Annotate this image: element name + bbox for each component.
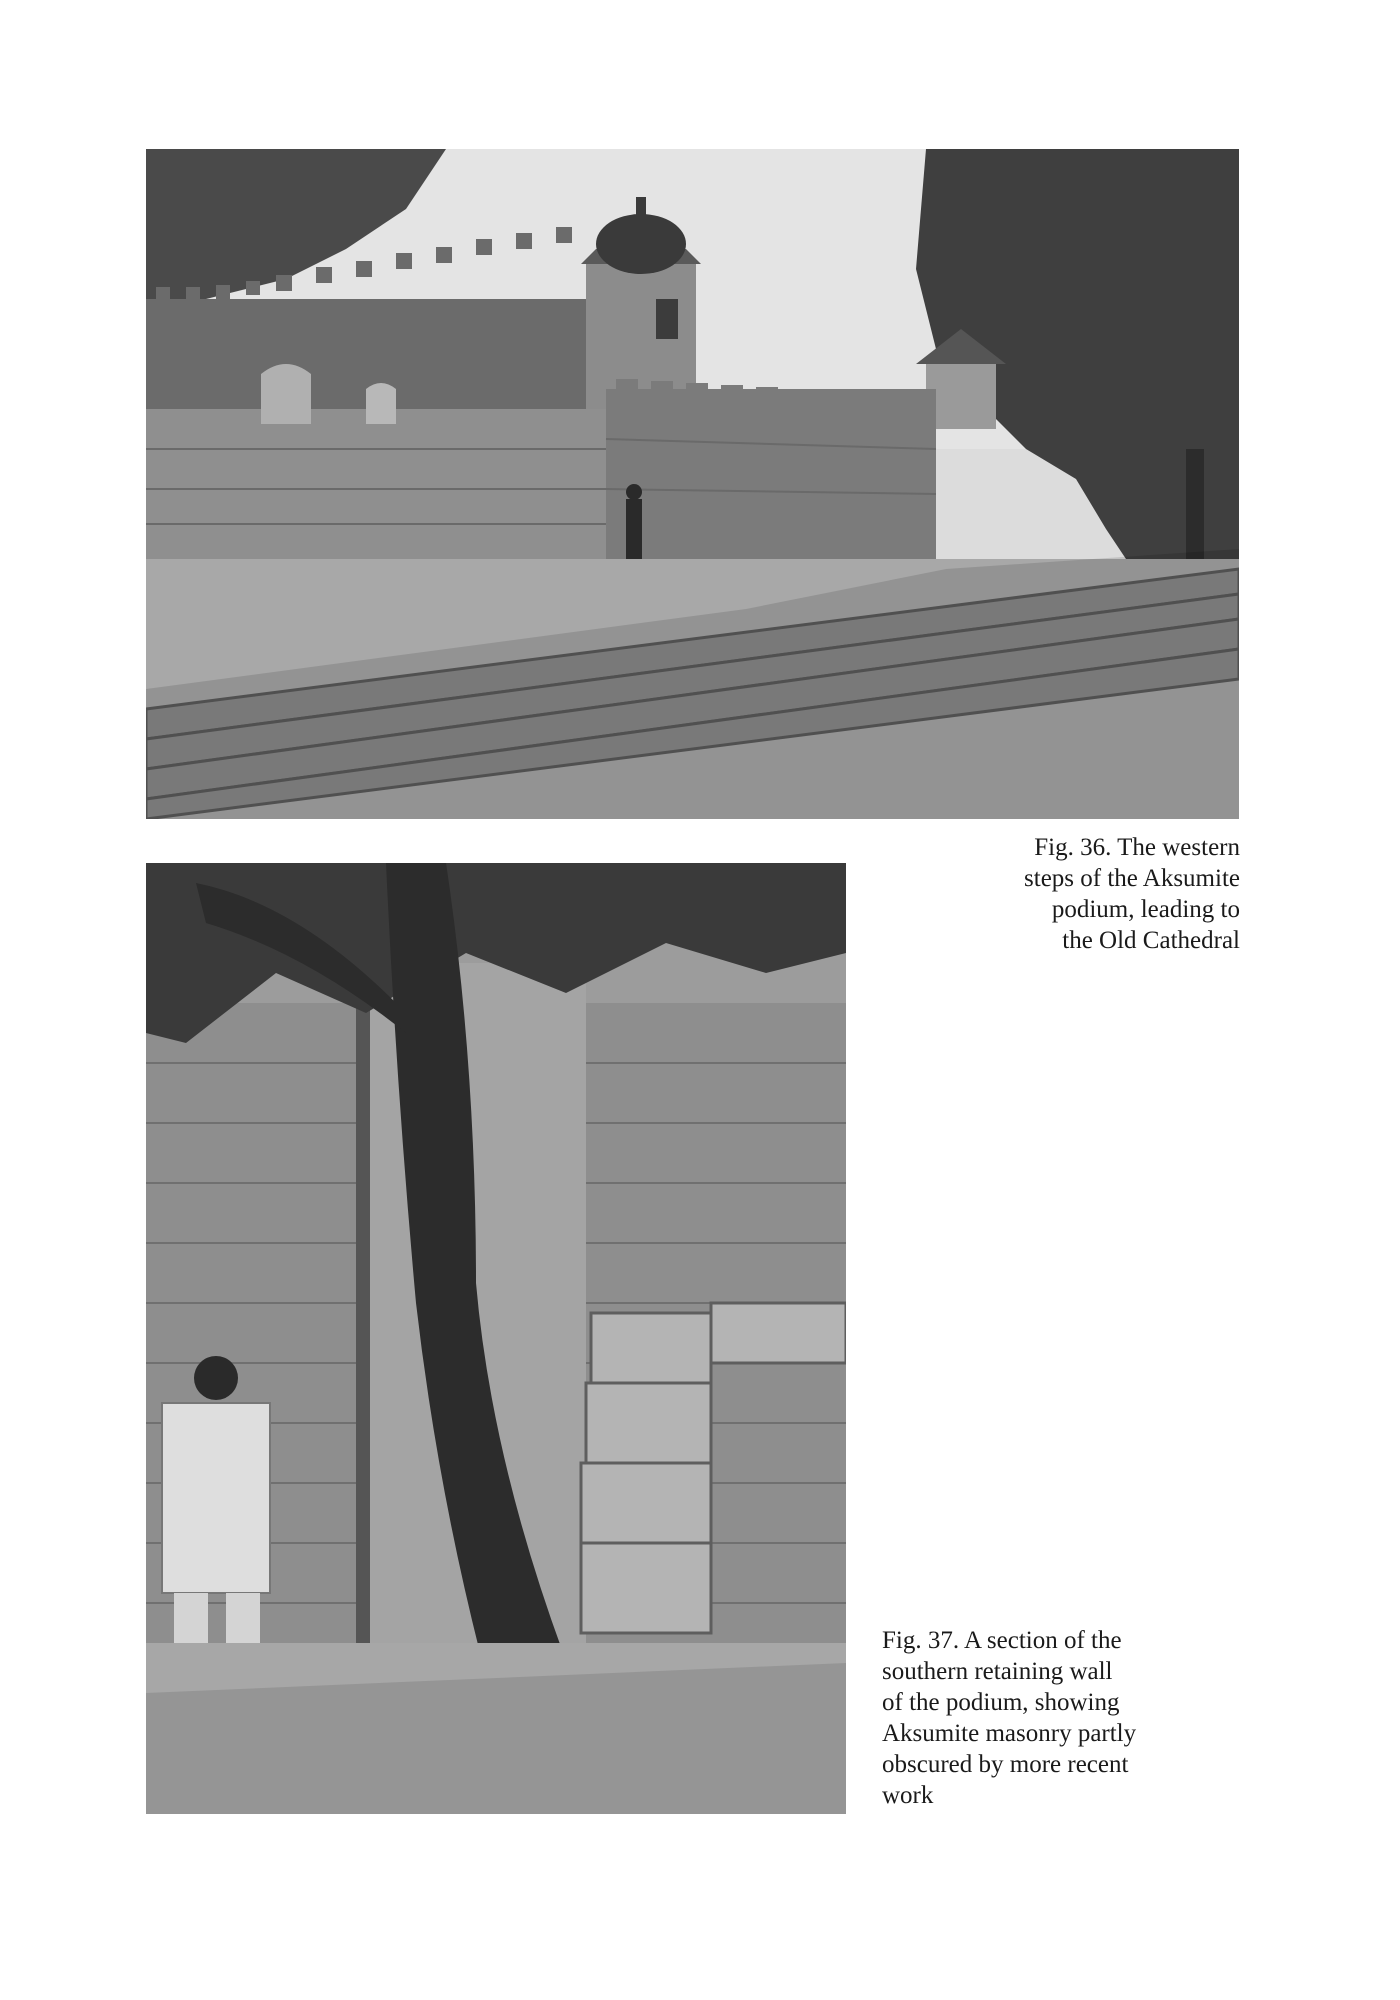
figure-36-caption: Fig. 36. The western steps of the Aksumite podium, leading to the Old Cathedral (1024, 834, 1240, 954)
steps-photo-illustration (146, 149, 1239, 819)
figure-36-photo (146, 149, 1239, 819)
retaining-wall-photo-illustration (146, 863, 846, 1814)
figure-37-photo (146, 863, 846, 1814)
figure-37-caption: Fig. 37. A section of the southern retaining wall of the podium, showing Aksumite masonry partly obscured by more recent work (882, 1627, 1137, 1809)
